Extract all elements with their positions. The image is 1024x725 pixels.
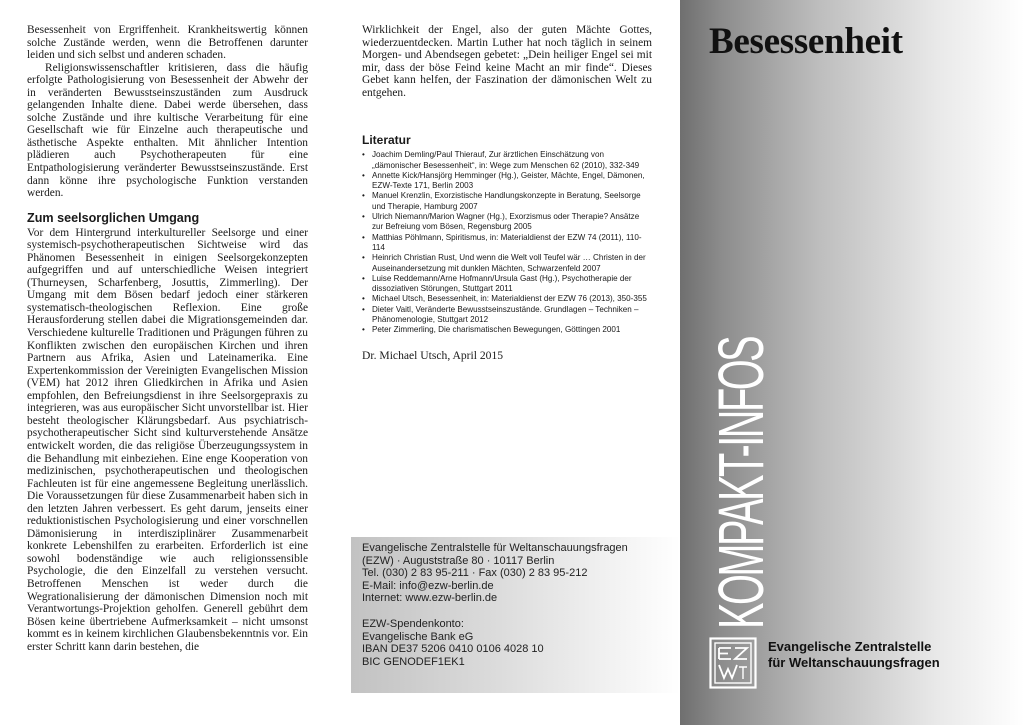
literatur-heading: Literatur (362, 133, 411, 148)
literature-item: • Ulrich Niemann/Marion Wagner (Hg.), Exorzismus oder Therapie? Ansätze zur Befreiung vom Bösen, Regensburg 2005 (362, 212, 652, 233)
literature-item: • Luise Reddemann/Arne Hofmann/Ursula Gast (Hg.), Psychotherapie der dissoziativen Störungen, Stuttgart 2011 (362, 274, 652, 295)
literature-item: • Dieter Vaitl, Veränderte Bewusstseinszustände. Grundlagen – Techniken – Phänomenologie, Stuttgart 2012 (362, 305, 652, 326)
literature-item: • Matthias Pöhlmann, Spiritismus, in: Materialdienst der EZW 74 (2011), 110-114 (362, 233, 652, 254)
cover-org-line2: für Weltanschauungsfragen (768, 655, 940, 670)
cover-org-line1: Evangelische Zentralstelle (768, 639, 932, 654)
contact-org: Evangelische Zentralstelle für Weltanschauungsfragen (362, 542, 628, 554)
literature-item: • Heinrich Christian Rust, Und wenn die Welt voll Teufel wär … Christen in der Auseinandersetzung mit dunklen Mächten, Schwarzenfeld 2007 (362, 253, 652, 274)
ezw-logo-icon (709, 637, 757, 689)
author-line: Dr. Michael Utsch, April 2015 (362, 348, 504, 362)
series-title-vertical: KOMPAKT-INFOS (705, 337, 777, 629)
contact-website[interactable]: Internet: www.ezw-berlin.de (362, 592, 498, 605)
literature-item: • Peter Zimmerling, Die charismatischen Bewegungen, Göttingen 2001 (362, 325, 652, 335)
contact-box (351, 537, 680, 693)
paragraph-religionswissenschaft: Religionswissenschaftler kritisieren, dass die häufig erfolgte Pathologisierung von Besessenheit der Abwehr der in veränderten Bewusstseinszuständen zum Ausdruck gelangenden Inhalte diene. Dabei werde übersehen, dass solche Zustände und ihre kultische Verarbeitung für eine Gesellschaft wie für Einzelne auch therapeutische und ästhetische Aspekte enthalten. Mit ähnlicher Intention plädieren auch Psychotherapeuten für eine Entpathologisierung veränderter Bewusstseinszustände. Erst dann könne ihre psychologische Funktion verstanden werden. (27, 61, 308, 200)
cover-organisation (768, 639, 940, 671)
contact-address: (EZW) · Auguststraße 80 · 10117 Berlin (362, 554, 555, 567)
middle-text-column (362, 24, 652, 362)
paragraph-intro: Besessenheit von Ergriffenheit. Krankheitswertig können solche Zustände werden, wenn die Betroffenen darunter leiden und sich selbst und anderen schaden. (27, 24, 308, 62)
section-heading: Zum seelsorglichen Umgang (27, 210, 200, 225)
contact-phone: Tel. (030) 2 83 95-211 · Fax (030) 2 83 95-212 (362, 567, 588, 580)
left-text-column (27, 24, 308, 653)
paragraph-engel: Wirklichkeit der Engel, also der guten Mächte Gottes, wiederzuentdecken. Martin Luther hat noch täglich in seinem Morgen- und Abendsegen gebetet: „Dein heiliger Engel sei mit mir, dass der böse Feind keine Macht an mir finde“. Dieses Gebet kann helfen, der Faszination der dämonischen Welt zu entgehen. (362, 24, 652, 99)
literature-item: • Annette Kick/Hansjörg Hemminger (Hg.), Geister, Mächte, Engel, Dämonen, EZW-Texte 171, Berlin 2003 (362, 171, 652, 192)
contact-email[interactable]: E-Mail: info@ezw-berlin.de (362, 579, 494, 592)
literature-item: • Joachim Demling/Paul Thierauf, Zur ärztlichen Einschätzung von „dämonischer Besessenheit“, in: Wege zum Menschen 62 (2010), 332-349 (362, 150, 652, 171)
literature-item: • Michael Utsch, Besessenheit, in: Materialdienst der EZW 76 (2013), 350-355 (362, 294, 652, 304)
bank-bic: BIC GENODEF1EK1 (362, 655, 465, 668)
donation-label: EZW-Spendenkonto: (362, 617, 464, 630)
cover-title: Besessenheit (709, 21, 903, 62)
bank-iban: IBAN DE37 5206 0410 0106 4028 10 (362, 643, 544, 656)
literature-item: • Manuel Krenzlin, Exorzistische Handlungskonzepte in Beratung, Seelsorge und Therapie, Hamburg 2007 (362, 191, 652, 212)
paragraph-seelsorge: Vor dem Hintergrund interkultureller Seelsorge und einer systemisch-psychotherapeutischen Sichtweise wird das Phänomen Besessenheit in einigen Seelsorgekonzepten aufgegriffen und auf unterschiedliche Weisen integriert (Thurneysen, Scharfenberg, Josuttis, Zimmerling). Der Umgang mit dem Bösen bedarf jedoch einer stärkeren systematisch-theologischen Reflexion. Eine große Herausforderung stellen dabei die Migrationsgemeinden dar. Verschiedene kulturelle Traditionen und Prägungen führen zu Konflikten zwischen den europäischen Kirchen und ihren Partnern aus Afrika, Asien und Lateinamerika. Eine Expertenkommission der Vereinigten Evangelischen Mission (VEM) hat 2012 ihren Gliedkirchen in Afrika und Asien empfohlen, den Befreiungsdienst in ihre Seelsorgepraxis zu integrieren, was aus europäischer Sicht unvorstellbar ist. Hier besteht theologischer Klärungsbedarf. Aus psychiatrisch-psychotherapeutischer Sicht sind kulturverstehende Ansätze entwickelt worden, die das religiöse Überzeugungssystem in die Behandlung mit einbeziehen. Eine enge Kooperation von medizinischen, psychotherapeutischen und theologischen Fachleuten ist für eine angemessene Begleitung unerlässlich. Die Voraussetzungen für diese Zusammenarbeit haben sich in den letzten Jahren verbessert. Es geht darum, jenseits einer reduktionistischen Psychologisierung und einer vorschnellen Dämonisierung in interdisziplinärer Zusammenarbeit konkrete Lebenshilfen zu erarbeiten. Erforderlich ist eine sowohl bodenständige wie auch religionssensible Psychologie, die den Einzelfall zu verstehen versucht. Betroffenen Menschen ist weder durch die Wegrationalisierung der dämonischen Dimension noch mit Verantwortungs-Projektion geholfen. Generell gebührt dem Bösen keine übertriebene Aufmerksamkeit – nicht umsonst kommt es in keinem kirchlichen Glaubensbekenntnis vor. Ein erster Schritt kann darin bestehen, die (27, 226, 308, 653)
literature-list (362, 150, 652, 335)
bank-name: Evangelische Bank eG (362, 630, 474, 643)
